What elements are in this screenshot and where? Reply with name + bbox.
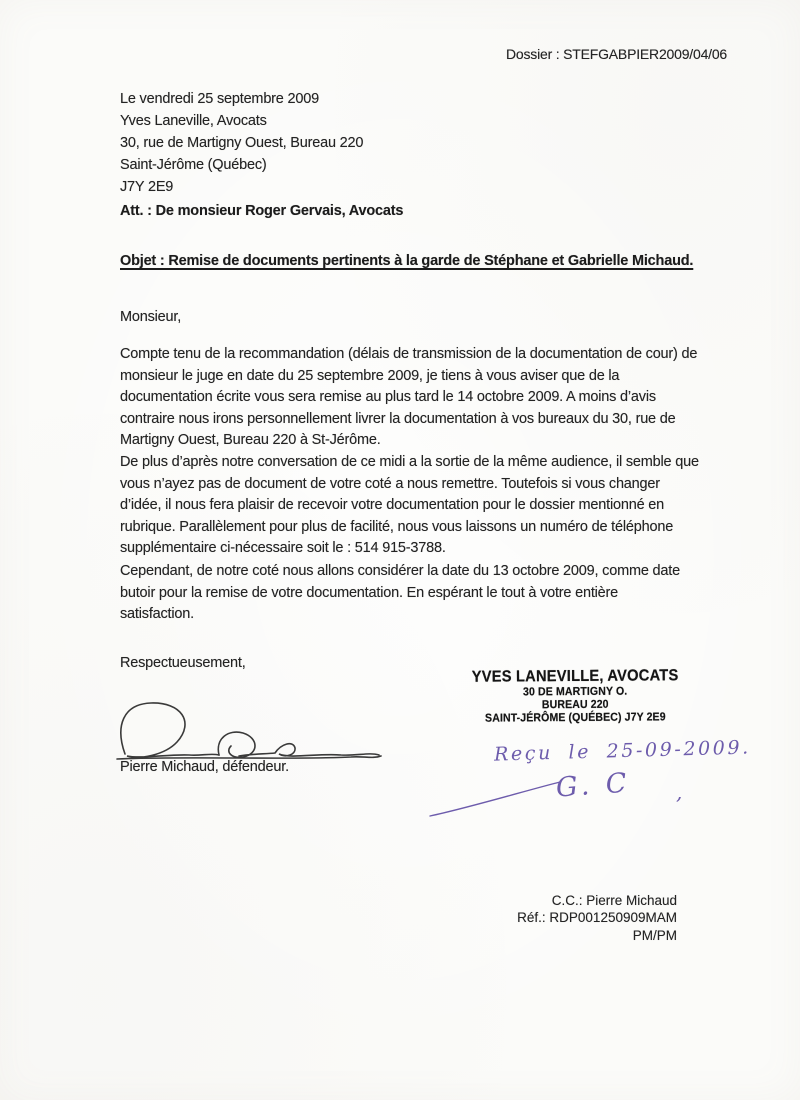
- paragraph-line: butoir pour la remise de votre documentation. En espérant le tout à votre entière: [120, 584, 619, 601]
- paragraph-line: rubrique. Parallèlement pour plus de facilité, nous vous laissons un numéro de téléphone: [120, 518, 674, 535]
- stamp-line: BUREAU 220: [541, 698, 609, 712]
- signer-name: Pierre Michaud, défendeur.: [120, 759, 289, 775]
- typist-initials: PM/PM: [632, 927, 677, 943]
- letter-date: Le vendredi 25 septembre 2009: [120, 91, 319, 107]
- recipient-line: J7Y 2E9: [120, 179, 174, 195]
- address-block: [120, 88, 363, 198]
- recipient-line: Saint-Jérôme (Québec): [120, 157, 267, 173]
- attention-line: Att. : De monsieur Roger Gervais, Avocats: [120, 203, 404, 219]
- stamp-line: YVES LANEVILLE, AVOCATS: [471, 667, 679, 686]
- footer-reference-block: [517, 892, 677, 944]
- closing-line: Respectueusement,: [120, 655, 246, 671]
- paragraph-line: satisfaction.: [120, 606, 194, 622]
- paragraph-1: [120, 344, 697, 452]
- paragraph-2: [120, 452, 699, 560]
- paragraph-line: Cependant, de notre coté nous allons considérer la date du 13 octobre 2009, comme date: [120, 563, 680, 579]
- handwritten-initials: G. C: [555, 767, 632, 804]
- paragraph-line: contraire nous irons personnellement livrer la documentation à vos bureaux du 30, rue de: [120, 410, 676, 427]
- paragraph-line: De plus d’après notre conversation de ce midi a la sortie de la même audience, il semble que: [120, 454, 699, 470]
- salutation: Monsieur,: [120, 309, 182, 325]
- handwritten-received-note: Reçu le 25-09-2009.: [493, 736, 752, 766]
- stamp-line: 30 DE MARTIGNY O.: [522, 685, 628, 699]
- paragraph-line: Martigny Ouest, Bureau 220 à St-Jérôme.: [120, 432, 381, 448]
- recipient-line: Yves Laneville, Avocats: [120, 113, 267, 129]
- subject-line: Objet : Remise de documents pertinents à la garde de Stéphane et Gabrielle Michaud.: [120, 253, 694, 269]
- recipient-line: 30, rue de Martigny Ouest, Bureau 220: [120, 135, 364, 151]
- ref-line: Réf.: RDP001250909MAM: [517, 910, 677, 926]
- paragraph-line: documentation écrite vous sera remise au plus tard le 14 octobre 2009. A moins d’avis: [120, 389, 656, 405]
- law-office-stamp: [469, 666, 681, 725]
- ink-mark: ,: [676, 780, 683, 804]
- paragraph-line: supplémentaire ci-nécessaire soit le : 514 915-3788.: [120, 540, 446, 556]
- stamp-line: SAINT-JÉRÔME (QUÉBEC) J7Y 2E9: [484, 710, 666, 725]
- paragraph-line: d’idée, il nous fera plaisir de recevoir votre documentation pour le dossier mentionné en: [120, 497, 664, 513]
- paragraph-3: [120, 561, 680, 626]
- paragraph-line: vous n’ayez pas de document de votre coté a nous remettre. Toutefois si vous changer: [120, 475, 660, 492]
- paragraph-line: monsieur le juge en date du 25 septembre 2009, je tiens à vous aviser que de la: [120, 367, 620, 384]
- cc-line: C.C.: Pierre Michaud: [551, 893, 677, 908]
- paragraph-line: Compte tenu de la recommandation (délais de transmission de la documentation de cour) de: [120, 346, 698, 362]
- dossier-number: Dossier : STEFGABPIER2009/04/06: [506, 46, 728, 62]
